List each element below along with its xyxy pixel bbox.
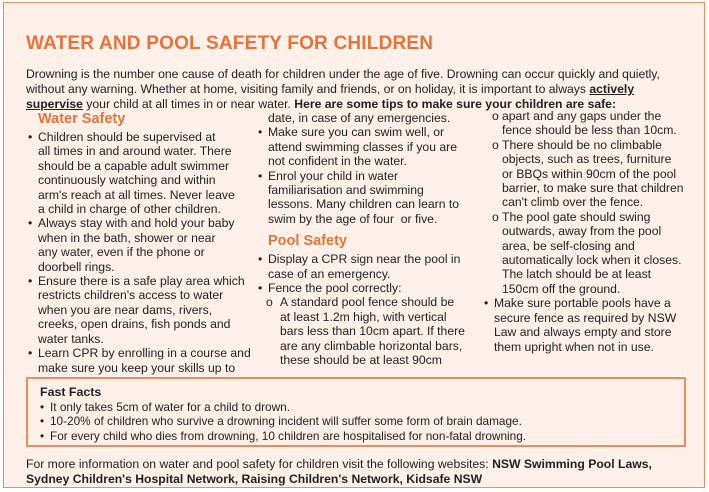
pool-safety-list (256, 252, 478, 367)
page-title: WATER AND POOL SAFETY FOR CHILDREN (26, 33, 434, 54)
column-3 (482, 109, 690, 354)
footer-text: For more information on water and pool safety for children visit the following websites: (26, 457, 493, 471)
fact-item: • It only takes 5cm of water for a child to drown. (38, 400, 674, 415)
intro-paragraph (26, 67, 686, 112)
list-item: • Display a CPR sign near the pool in case of an emergency. (256, 252, 478, 281)
list-item: • Fence the pool correctly: (256, 281, 478, 295)
fact-item: • 10-20% of children who survive a drowning incident will suffer some form of brain damage. (38, 414, 674, 429)
fact-item: • For every child who dies from drowning, 10 children are hospitalised for non-fatal drowning. (38, 429, 674, 444)
intro-tips-lead: Here are some tips to make sure your children are safe: (294, 97, 617, 111)
pool-safety-list-cont (482, 109, 690, 354)
column-1 (26, 111, 258, 375)
pool-safety-heading: Pool Safety (268, 233, 347, 250)
sub-list-item: o There should be no climbable objects, such as trees, furniture or BBQs within 90cm of the pool barrier, to make sure that children can't climb over the fence. (482, 138, 690, 210)
water-safety-heading: Water Safety (38, 111, 126, 127)
list-item: • Children should be supervised at all times in and around water. There should be a capable adult swimmer continuously watching and within arm's reach at all times. Never leave a child in charge of other children. (26, 130, 258, 216)
fast-facts-box (26, 377, 686, 447)
list-item: • Ensure there is a safe play area which restricts children's access to water when you are near dams, rivers, creeks, open drains, fish ponds and water tanks. (26, 274, 258, 346)
water-safety-list (26, 130, 258, 375)
list-item: • Make sure you can swim well, or attend swimming classes if you are not confident in the water. (256, 125, 478, 168)
footer-links[interactable]: NSW Swimming Pool Laws, Sydney Children's Hospital Network, Raising Children's Network, Kidsafe NSW (26, 457, 652, 486)
column-2 (256, 111, 478, 368)
safety-flyer (3, 2, 705, 488)
footer-info (26, 457, 686, 487)
list-item: • Enrol your child in water familiarisation and swimming lessons. Many children can learn to swim by the age of four or five. (256, 169, 478, 227)
fast-facts-heading: Fast Facts (40, 385, 102, 399)
sub-list-item-continued: o apart and any gaps under the fence should be less than 10cm. (482, 109, 690, 138)
sub-list-item: o The pool gate should swing outwards, away from the pool area, be self-closing and automatically lock when it closes. The latch should be at least 150cm off the ground. (482, 210, 690, 296)
list-item: • Make sure portable pools have a secure fence as required by NSW Law and always empty and store them upright when not in use. (482, 296, 690, 354)
intro-emphasis: actively supervise (26, 82, 635, 111)
water-safety-list-cont (256, 111, 478, 226)
sub-list-item: o A standard pool fence should be at least 1.2m high, with vertical bars less than 10cm apart. If there are any climbable horizontal bars, these should be at least 90cm (256, 295, 478, 367)
intro-text: Drowning is the number one cause of death for children under the age of five. Drowning can occur quickly and quietly, without any warning. Whether at home, visiting family and friends, or on holiday, it is important to always (26, 67, 660, 96)
intro-text-after: your child at all times in or near water. (82, 97, 295, 111)
list-item: • Always stay with and hold your baby when in the bath, shower or near any water, even if the phone or doorbell rings. (26, 216, 258, 274)
fast-facts-list (38, 400, 674, 444)
list-item-continued: date, in case of any emergencies. (268, 111, 451, 125)
list-item: • Learn CPR by enrolling in a course and make sure you keep your skills up to (26, 346, 258, 375)
